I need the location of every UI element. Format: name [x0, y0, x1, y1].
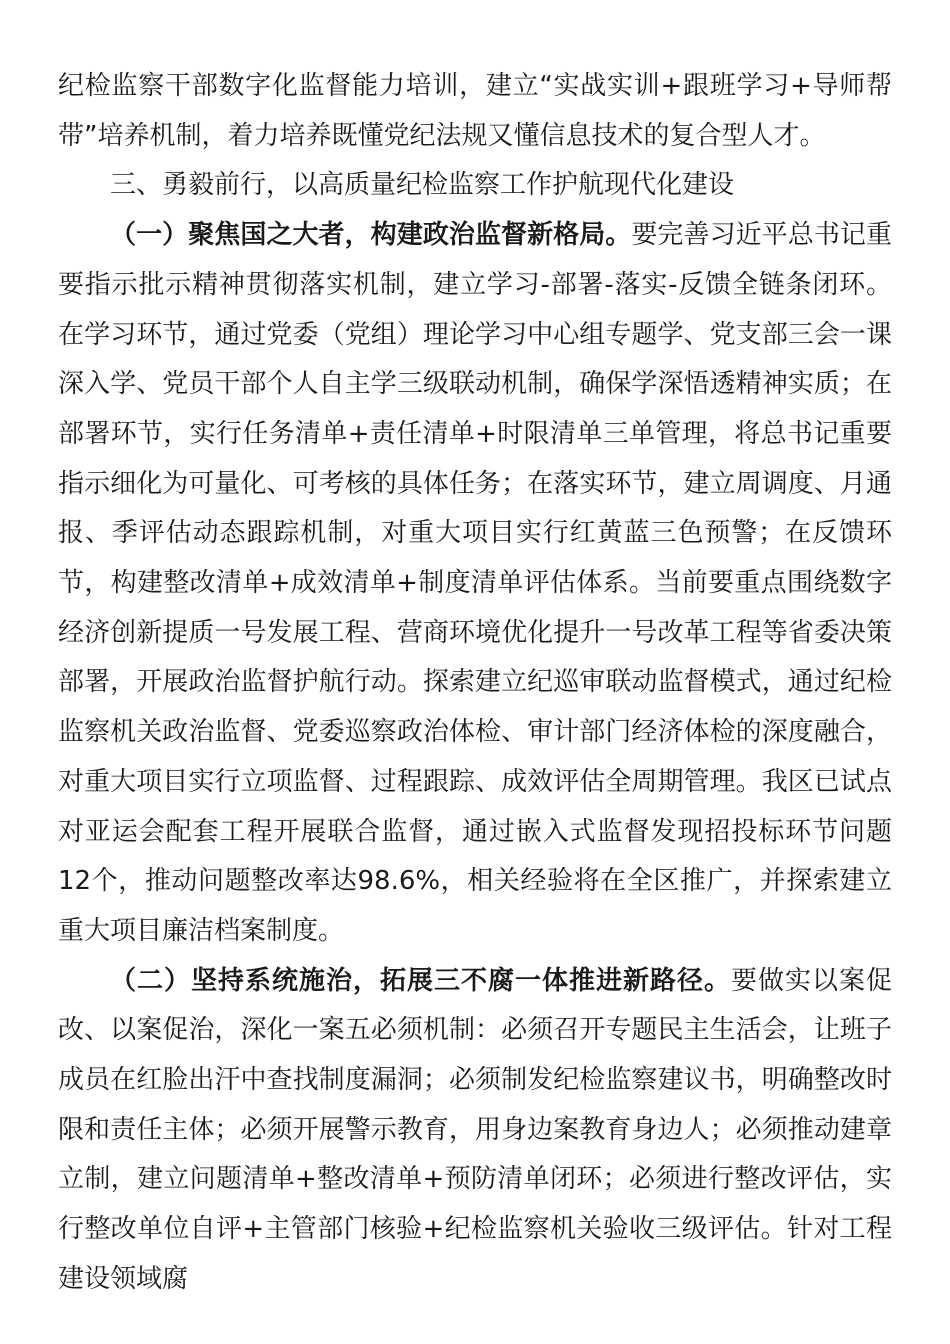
paragraph-systematic-governance: [58, 957, 892, 1305]
paragraph-body: 要做实以案促改、以案促治，深化一案五必须机制：必须召开专题民主生活会，让班子成员在红脸出汗中查找制度漏洞；必须制发纪检监察建议书，明确整改时限和责任主体；必须开展警示教育，用身边案教育身边人；必须推动建章立制，建立问题清单+整改清单+预防清单闭环；必须进行整改评估，实行整改单位自评+主管部门核验+纪检监察机关验收三级评估。针对工程建设领域腐: [58, 965, 892, 1294]
paragraph-body: 要完善习近平总书记重要指示批示精神贯彻落实机制，建立学习-部署-落实-反馈全链条闭环。在学习环节，通过党委（党组）理论学习中心组专题学、党支部三会一课深入学、党员干部个人自主学三级联动机制，确保学深悟透精神实质；在部署环节，实行任务清单+责任清单+时限清单三单管理，将总书记重要指示细化为可量化、可考核的具体任务；在落实环节，建立周调度、月通报、季评估动态跟踪机制，对重大项目实行红黄蓝三色预警；在反馈环节，构建整改清单+成效清单+制度清单评估体系。当前要重点围绕数字经济创新提质一号发展工程、营商环境优化提升一号改革工程等省委决策部署，开展政治监督护航行动。探索建立纪巡审联动监督模式，通过纪检监察机关政治监督、党委巡察政治体检、审计部门经济体检的深度融合，对重大项目实行立项监督、过程跟踪、成效评估全周期管理。我区已试点对亚运会配套工程开展联合监督，通过嵌入式监督发现招投标环节问题12个，推动问题整改率达98.6%，相关经验将在全区推广，并探索建立重大项目廉洁档案制度。: [58, 220, 892, 946]
paragraph-continuation: 纪检监察干部数字化监督能力培训，建立“实战实训+跟班学习+导师帮带”培养机制，着力培养既懂党纪法规又懂信息技术的复合型人才。: [58, 71, 892, 151]
paragraph-lead-heading: （一）聚焦国之大者，构建政治监督新格局。: [110, 220, 632, 251]
section-heading: 三、勇毅前行，以高质量纪检监察工作护航现代化建设: [110, 170, 735, 201]
paragraph-lead-heading: （二）坚持系统施治，拓展三不腐一体推进新路径。: [110, 965, 731, 996]
paragraph-political-supervision: [58, 211, 892, 957]
document-page: [58, 62, 892, 1305]
